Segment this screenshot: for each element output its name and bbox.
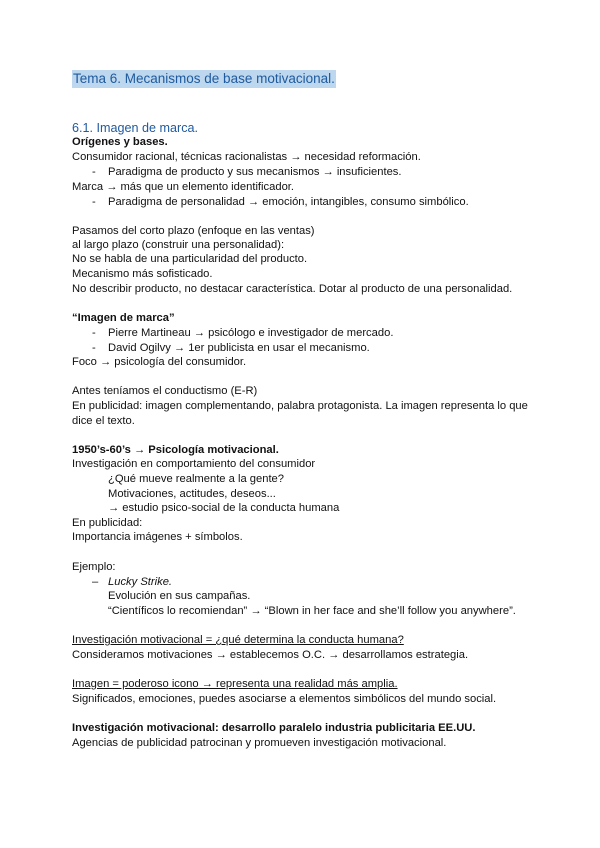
bullet-dash: –	[92, 576, 99, 588]
bullet-text: Paradigma de producto y sus mecanismos → insuficientes.	[108, 166, 402, 178]
text-line: Pasamos del corto plazo (enfoque en las ventas)	[72, 225, 315, 237]
text-line: En publicidad: imagen complementando, palabra protagonista. La imagen representa lo que	[72, 400, 528, 412]
text-line: Investigación en comportamiento del consumidor	[72, 458, 316, 470]
text-line: Antes teníamos el conductismo (E-R)	[72, 385, 258, 397]
text-line: No se habla de una particularidad del producto.	[72, 253, 308, 265]
text-line: Consideramos motivaciones → establecemos O.C. → desarrollamos estrategia.	[72, 649, 469, 661]
brand-image-heading: “Imagen de marca”	[72, 312, 175, 324]
origins-heading: Orígenes y bases.	[72, 136, 168, 148]
text-line: Agencias de publicidad patrocinan y promueven investigación motivacional.	[72, 737, 447, 749]
indented-line: “Científicos lo recomiendan” → “Blown in her face and she’ll follow you anywhere”.	[108, 605, 516, 617]
indented-line: Evolución en sus campañas.	[108, 590, 251, 602]
motivational-heading: 1950’s-60’s → Psicología motivacional.	[72, 444, 279, 456]
bullet-text: David Ogilvy → 1er publicista en usar el mecanismo.	[108, 342, 370, 354]
text-line: Mecanismo más sofisticado.	[72, 268, 213, 280]
bullet-text: Lucky Strike.	[108, 576, 173, 588]
text-line: Foco → psicología del consumidor.	[72, 356, 247, 368]
indented-line: ¿Qué mueve realmente a la gente?	[108, 473, 284, 485]
text-line: dice el texto.	[72, 415, 135, 427]
text-line: Ejemplo:	[72, 561, 116, 573]
text-line: Significados, emociones, puedes asociarse a elementos simbólicos del mundo social.	[72, 693, 497, 705]
bullet-text: Paradigma de personalidad → emoción, intangibles, consumo simbólico.	[108, 196, 469, 208]
underlined-line: Imagen = poderoso icono → representa una realidad más amplia.	[72, 678, 398, 690]
text-line: No describir producto, no destacar característica. Dotar al producto de una personalidad.	[72, 283, 513, 295]
section-heading: 6.1. Imagen de marca.	[72, 121, 199, 135]
bullet-dash: -	[92, 196, 96, 208]
indented-line: Motivaciones, actitudes, deseos...	[108, 488, 276, 500]
bullet-dash: -	[92, 342, 96, 354]
page-title: Tema 6. Mecanismos de base motivacional.	[73, 71, 335, 86]
text-line: Marca → más que un elemento identificador.	[72, 181, 295, 193]
parallel-heading: Investigación motivacional: desarrollo paralelo industria publicitaria EE.UU.	[72, 722, 476, 734]
text-line: Consumidor racional, técnicas racionalistas → necesidad reformación.	[72, 151, 421, 163]
text-line: En publicidad:	[72, 517, 143, 529]
bullet-dash: -	[92, 327, 96, 339]
bullet-text: Pierre Martineau → psicólogo e investigador de mercado.	[108, 327, 394, 339]
underlined-line: Investigación motivacional = ¿qué determina la conducta humana?	[72, 634, 404, 646]
text-line: Importancia imágenes + símbolos.	[72, 531, 243, 543]
bullet-dash: -	[92, 166, 96, 178]
indented-line: → estudio psico-social de la conducta humana	[108, 502, 340, 514]
text-line: al largo plazo (construir una personalidad):	[72, 239, 285, 251]
